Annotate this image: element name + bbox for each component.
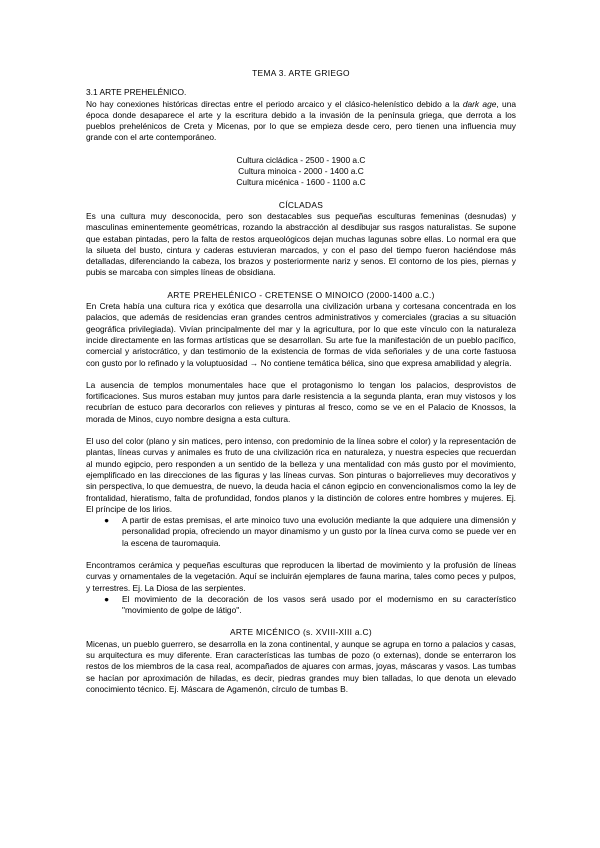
intro-text-a: No hay conexiones históricas directas entre el periodo arcaico y el clásico-helenístico debido a la xyxy=(86,98,460,109)
bullet-item xyxy=(104,515,516,549)
intro-emphasis: dark age xyxy=(462,98,497,109)
doc-title: TEMA 3. ARTE GRIEGO xyxy=(252,68,350,78)
bullet-icon: ● xyxy=(104,593,110,604)
section-heading-cretense: ARTE PREHELÉNICO - CRETENSE O MINOICO (2000-1400 a.C.) xyxy=(167,289,435,300)
document-page xyxy=(86,68,516,695)
bullet-text: A partir de estas premisas, el arte minoico tuvo una evolución mediante la que adquiere una dimensión y personalidad propia, ofreciendo un mayor dinamismo y un gusto por la línea curva como se puede ver en la escena de tauromaquia. xyxy=(122,515,516,548)
section-heading-micenico: ARTE MICÉNICO (s. XVIII-XIII a.C) xyxy=(230,627,372,638)
culture-line: Cultura cicládica - 2500 - 1900 a.C xyxy=(236,154,366,165)
cicladas-paragraph: Es una cultura muy desconocida, pero son destacables sus pequeñas esculturas femeninas (desnudas) y masculinas eminentemente geométricas, rozando la abstracción al desdibujar sus rasgos naturalistas. Se supone que estaban pintadas, pero la falta de restos arqueológicos dejan muchas lagunas sobre ellas. Lo normal era que la silueta del busto, cintura y caderas estuvieran marcados, y con el paso del tiempo fueron haciéndose más detalladas, diferenciando la cabeza, los brazos y posteriormente nariz y senos. El contorno de los pies, piernas y pubis se marcaba con simples líneas de obsidiana. xyxy=(86,210,516,278)
intro-paragraph xyxy=(86,99,516,144)
bullet-item xyxy=(104,594,516,617)
culture-line: Cultura micénica - 1600 - 1100 a.C xyxy=(236,177,366,188)
cretense-paragraph-4: Encontramos cerámica y pequeñas esculturas que reproducen la libertad de movimiento y la profusión de líneas curvas y ornamentales de la vegetación. Aquí se incluirán ejemplares de fauna marina, tales como peces y pulpos, y terrestres. Ej. La Diosa de las serpientes. xyxy=(86,559,516,593)
cretense-paragraph-1: En Creta había una cultura rica y exótica que desarrolla una civilización urbana y cortesana concentrada en los palacios, que además de residencias eran grandes centros administrativos y comerciales (gracias a su situación geográfica privilegiada). Vivían principalmente del mar y la agricultura, por lo que este vínculo con la naturaleza incide directamente en las formas artísticas que se desarrollan. Su arte fue la manifestación de un pueblo pacífico, comercial y aristocrático, y dan testimonio de la existencia de formas de vida señoriales y de una corte fastuosa con gusto por lo refinado y la voluptuosidad → No contiene temática bélica, sino que expresa amabilidad y alegría. xyxy=(86,301,516,368)
intro-text-b: , una época donde desaparece el arte y la escritura debido a la invasión de la península griega, que derrota a los pueblos prehelénicos de Creta y Micenas, por lo que se empieza desde cero, pero tienen una influencia muy grande con el arte contemporáneo. xyxy=(86,98,517,143)
culture-line: Cultura minoica - 2000 - 1400 a.C xyxy=(238,166,364,177)
section-heading-cicladas: CÍCLADAS xyxy=(278,199,324,210)
micenico-paragraph: Micenas, un pueblo guerrero, se desarrolla en la zona continental, y aunque se agrupa en torno a palacios y casas, su arquitectura es muy diferente. Eran características las tumbas de pozo (o externas), donde se enterraron los restos de los miembros de la casa real, acompañados de ajuares con armas, joyas, máscaras y vasos. Las tumbas se hacían por aproximación de hiladas, es decir, piedras grandes muy bien talladas, lo que denota un elevado conocimiento técnico. Ej. Máscara de Agamenón, círculo de tumbas B. xyxy=(86,638,516,694)
cretense-paragraph-3: El uso del color (plano y sin matices, pero intenso, con predominio de la línea sobre el color) y la representación de plantas, líneas curvas y animales es fruto de una civilización rica en naturaleza, y nuestra especies que recuerdan al mundo egipcio, pero responden a un sentido de la belleza y una mentalidad con más gusto por el movimiento, ejemplificado en las direcciones de las figuras y las líneas curvas. Son pinturas o bajorrelieves muy decorativos y sin perspectiva, lo que demuestra, de nuevo, la deuda hacia el cánon egipcio en convencionalismos como la ley de frontalidad, hieratismo, falta de profundidad, fondos planos y la distinción de colores entre hombres y mujeres. Ej. El príncipe de los lirios. xyxy=(86,436,516,514)
cretense-paragraph-2: La ausencia de templos monumentales hace que el protagonismo lo tengan los palacios, desprovistos de fortificaciones. Sus muros estaban muy juntos para darle resistencia a la segunda planta, eran muy vistosos y los recubrían de estuco para decorarlos con relieves y pinturas al fresco, como se ve en el Palacio de Knossos, la morada de Minos, cuyo nombre designa a esta cultura. xyxy=(86,379,516,424)
section-heading-prehelenico: 3.1 ARTE PREHELÉNICO. xyxy=(86,87,187,98)
bullet-icon: ● xyxy=(104,515,110,526)
bullet-text: El movimiento de la decoración de los vasos será usado por el modernismo en su característico "movimiento de golpe de látigo". xyxy=(122,593,516,616)
